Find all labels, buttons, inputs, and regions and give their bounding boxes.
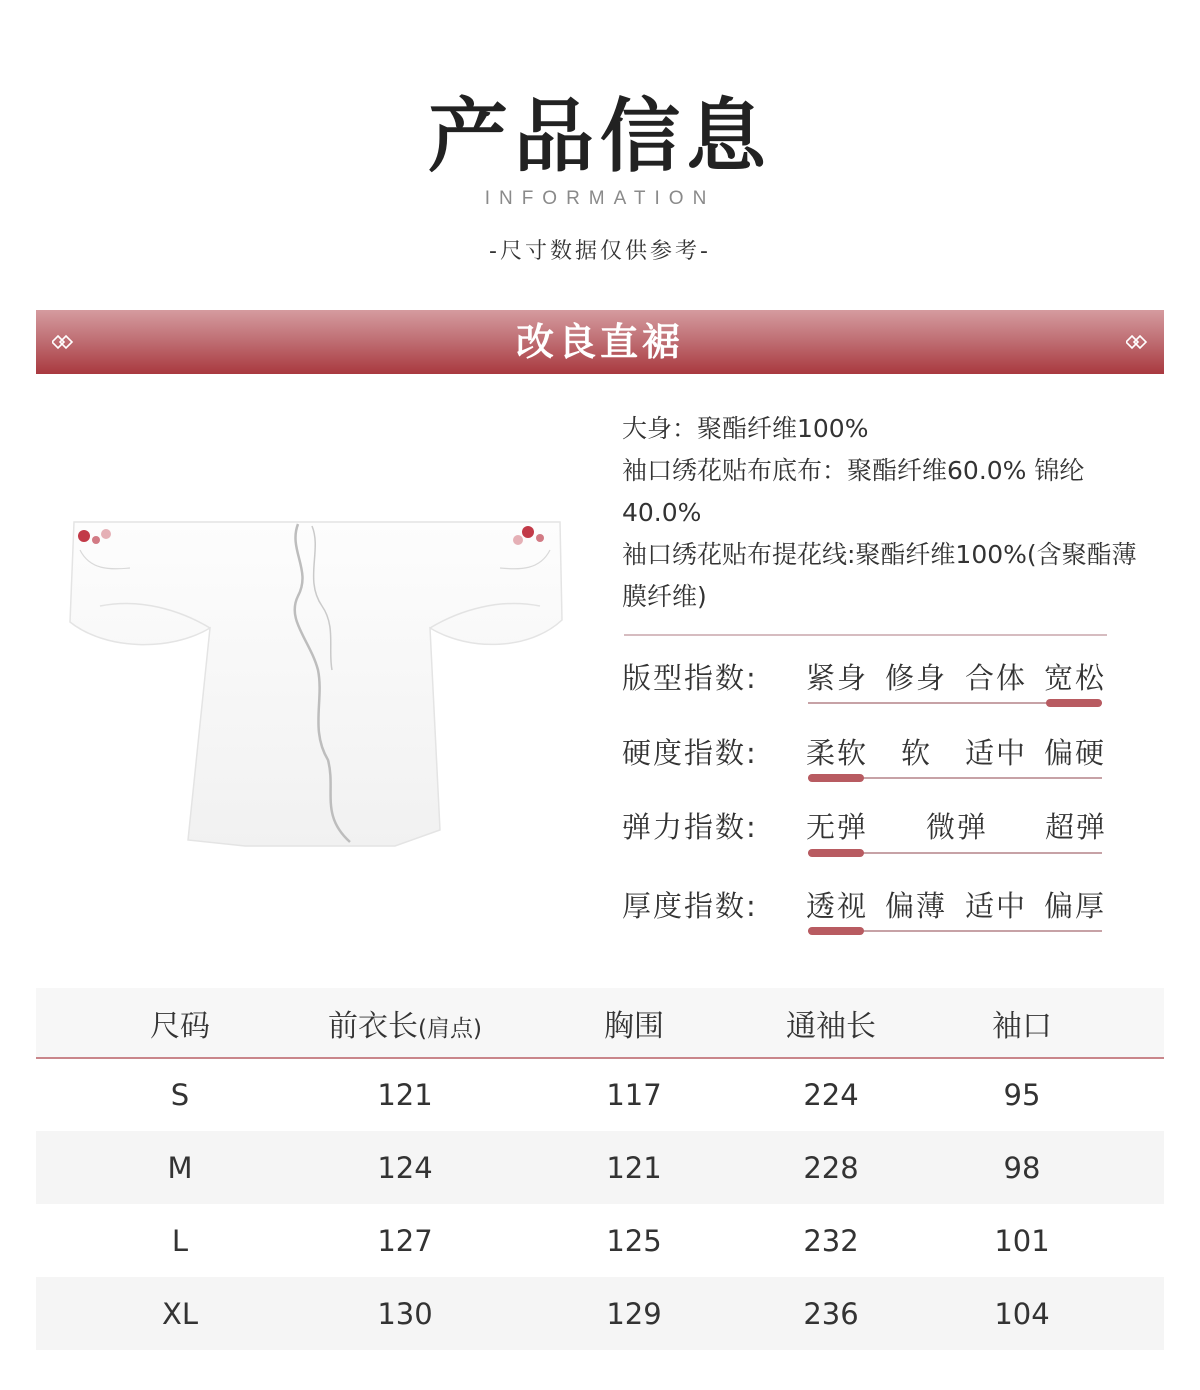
material-line: 大身：聚酯纤维100% [622, 414, 869, 443]
banner-title: 改良直裾 [515, 319, 684, 364]
table-row [36, 1131, 1164, 1204]
page-title: 产品信息 [428, 89, 772, 183]
table-cell: 121 [486, 1131, 782, 1204]
index-option: 偏薄 [885, 889, 948, 923]
index-option: 偏厚 [1044, 889, 1107, 923]
double-diamond-icon [1126, 334, 1148, 350]
index-selected-marker [808, 849, 864, 857]
column-header-sub: (肩点) [418, 1015, 482, 1042]
material-info [622, 408, 1142, 618]
table-cell: 130 [324, 1277, 486, 1350]
index-option: 透视 [806, 889, 869, 923]
size-table-body [36, 1058, 1164, 1350]
fit-index [622, 656, 1112, 716]
material-line: 袖口绣花贴布底布：聚酯纤维60.0% 锦纶40.0% [622, 456, 1085, 527]
index-option: 适中 [965, 889, 1028, 923]
table-cell: 124 [324, 1131, 486, 1204]
index-option: 软 [901, 736, 933, 770]
index-label: 弹力指数: [622, 810, 758, 844]
table-cell: 101 [994, 1223, 1050, 1258]
index-option: 微弹 [926, 810, 989, 844]
index-label: 硬度指数: [622, 736, 758, 770]
index-option: 无弹 [806, 810, 869, 844]
index-option: 柔软 [806, 736, 869, 770]
column-header-front-length: 前衣长(肩点) [324, 988, 486, 1058]
table-cell: 236 [782, 1277, 880, 1350]
column-header-cuff: 袖口 [880, 988, 1164, 1058]
section-banner [36, 310, 1164, 374]
index-option: 适中 [965, 736, 1028, 770]
divider [624, 634, 1107, 636]
table-row [36, 1058, 1164, 1131]
index-option: 宽松 [1044, 661, 1107, 695]
table-cell: M [36, 1131, 324, 1204]
table-cell: 125 [606, 1223, 662, 1258]
product-image [60, 510, 580, 860]
table-cell: 224 [803, 1078, 859, 1112]
size-table [36, 988, 1164, 1350]
table-cell: 117 [606, 1078, 662, 1112]
table-cell: 129 [486, 1277, 782, 1350]
table-row [36, 1204, 1164, 1277]
size-note: -尺寸数据仅供参考- [489, 239, 711, 264]
table-cell: S [170, 1078, 190, 1112]
table-cell: XL [36, 1277, 324, 1350]
index-selected-marker [1046, 699, 1102, 707]
index-option: 偏硬 [1044, 736, 1107, 770]
index-label: 版型指数: [622, 661, 758, 695]
column-header-bust: 胸围 [486, 988, 782, 1058]
table-cell: 104 [880, 1277, 1164, 1350]
index-option: 紧身 [806, 661, 869, 695]
index-option: 修身 [885, 661, 948, 695]
hardness-index [622, 731, 1112, 791]
index-label: 厚度指数: [622, 889, 758, 923]
table-cell: L [171, 1223, 189, 1258]
table-cell: 98 [880, 1131, 1164, 1204]
table-header-row [36, 988, 1164, 1058]
page-subtitle: INFORMATION [484, 188, 716, 209]
table-cell: 121 [377, 1078, 433, 1112]
column-header-sleeve-length: 通袖长 [782, 988, 880, 1058]
index-option: 合体 [965, 661, 1028, 695]
table-cell: 228 [782, 1131, 880, 1204]
elasticity-index [622, 805, 1112, 865]
table-row [36, 1277, 1164, 1350]
material-line: 袖口绣花贴布提花线:聚酯纤维100%(含聚酯薄膜纤维) [622, 540, 1137, 611]
table-cell: 95 [1003, 1078, 1041, 1112]
column-header-size: 尺码 [36, 988, 324, 1058]
table-cell: 232 [803, 1223, 859, 1258]
table-cell: 127 [377, 1223, 433, 1258]
index-selected-marker [808, 927, 864, 935]
thickness-index [622, 884, 1112, 944]
index-option: 超弹 [1045, 810, 1108, 844]
index-selected-marker [808, 774, 864, 782]
